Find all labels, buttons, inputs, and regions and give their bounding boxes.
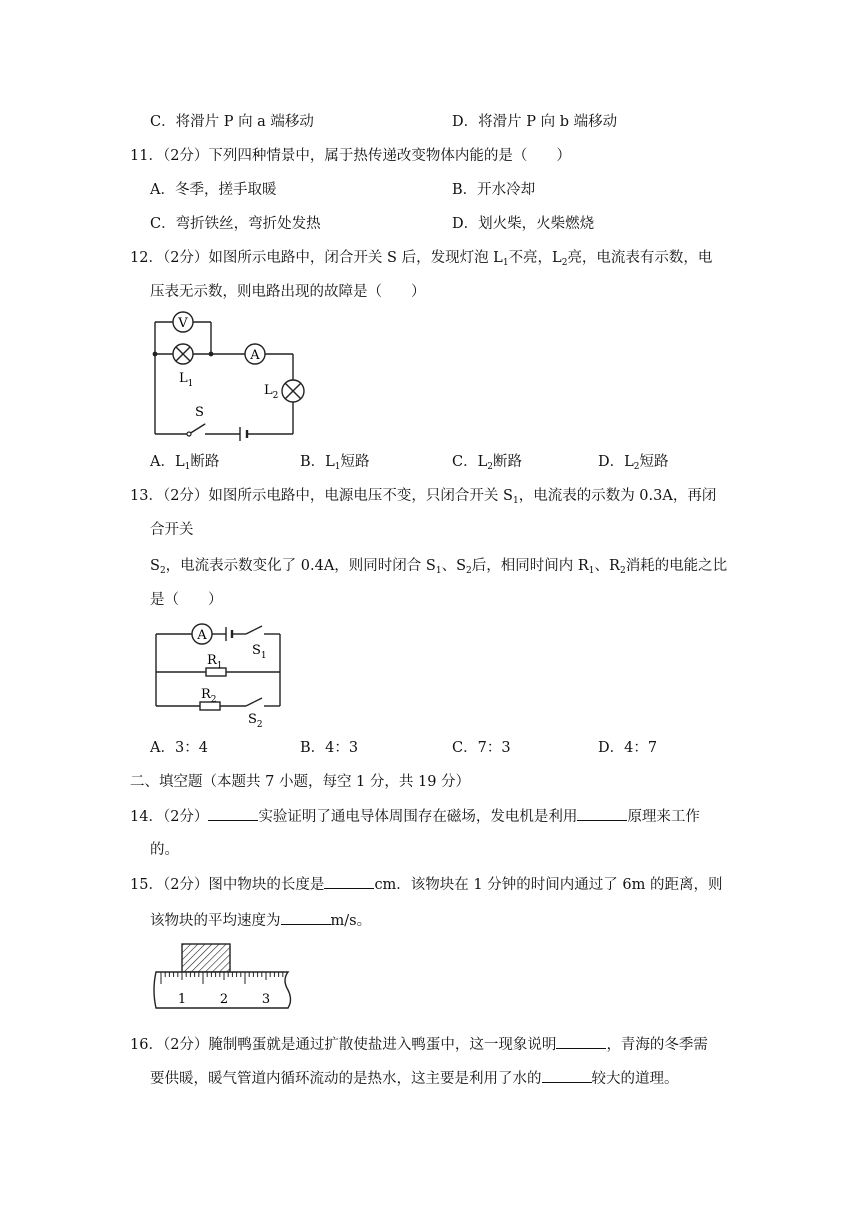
q12-stem-line2: 压表无示数，则电路出现的故障是（ ） [150,284,426,300]
ruler-label-3: 3 [261,992,271,1007]
q11-option-d: D．划火柴，火柴燃烧 [452,216,595,232]
q13-option-d: D．4：7 [598,740,658,756]
voltmeter-label: V [178,316,188,331]
answer-blank[interactable] [324,874,374,889]
lamp2-label: $L_2$ [264,383,279,401]
q12-option-d: D．$L_2$短路 [598,454,669,472]
q12-option-a: A．$L_1$断路 [150,454,220,472]
q12-stem-line1: 12．（2分）如图所示电路中，闭合开关 S 后，发现灯泡 $L_1$不亮，$L_2$亮，电流表有示数，电 [130,250,713,268]
q13-stem-line1: 13．（2分）如图所示电路中，电源电压不变，只闭合开关 $S_1$，电流表的示数为 0.3A，再闭 [130,488,717,506]
block [182,944,230,972]
ruler-label-2: 2 [219,992,229,1007]
answer-blank[interactable] [542,1068,592,1083]
answer-blank[interactable] [577,806,627,821]
q10-option-c: C．将滑片 P 向 a 端移动 [150,114,314,130]
answer-blank[interactable] [208,806,258,821]
q13-option-c: C．7：3 [452,740,511,756]
ammeter-label: A [197,628,207,643]
ruler-figure [152,940,297,1018]
q11-option-b: B．开水冷却 [452,182,536,198]
ammeter-label: A [250,348,260,363]
section-title: 二、填空题（本题共 7 小题，每空 1 分，共 19 分） [130,774,471,790]
q14-line2: 的。 [150,842,179,858]
q13-option-a: A．3：4 [150,740,208,756]
answer-blank[interactable] [281,910,331,925]
q12-option-c: C．$L_2$断路 [452,454,522,472]
q13-stem-line2: 合开关 [150,522,194,538]
s1-label: $S_1$ [252,643,267,661]
q12-circuit-diagram [145,308,305,444]
q13-stem-line4: 是（ ） [150,592,223,608]
lamp1-label: $L_1$ [179,371,194,389]
q15-line2: 该物块的平均速度为 m/s。 [150,910,371,931]
r2-label: $R_2$ [201,687,217,705]
q15-line1: 15．（2分）图中物块的长度是 cm．该物块在 1 分钟的时间内通过了 6m 的距离，则 [130,874,722,895]
q16-line1: 16．（2分）腌制鸭蛋就是通过扩散使盐进入鸭蛋中，这一现象说明 ，青海的冬季需 [130,1034,708,1055]
s2-label: $S_2$ [248,712,263,728]
q11-stem: 11．（2分）下列四种情景中，属于热传递改变物体内能的是（ ） [130,148,571,164]
q11-option-a: A．冬季，搓手取暖 [150,182,277,198]
q13-option-b: B．4：3 [300,740,359,756]
ruler-label-1: 1 [177,992,187,1007]
r1-label: $R_1$ [207,653,223,671]
q14-line1: 14．（2分） 实验证明了通电导体周围存在磁场，发电机是利用 原理来工作 [130,806,700,827]
q11-option-c: C．弯折铁丝，弯折处发热 [150,216,321,232]
answer-blank[interactable] [556,1034,606,1049]
q13-stem-line3: $S_2$，电流表示数变化了 0.4A，则同时闭合 $S_1$、$S_2$后，相同时间内 $R_1$、$R_2$消耗的电能之比 [150,558,728,576]
junction-dot [209,352,214,357]
switch-label: S [195,405,204,420]
q12-option-b: B．$L_1$短路 [300,454,370,472]
q13-circuit-diagram [150,616,290,728]
q16-line2: 要供暖，暖气管道内循环流动的是热水，这主要是利用了水的 较大的道理。 [150,1068,679,1089]
junction-dot [153,352,158,357]
q10-option-d: D．将滑片 P 向 b 端移动 [452,114,618,130]
